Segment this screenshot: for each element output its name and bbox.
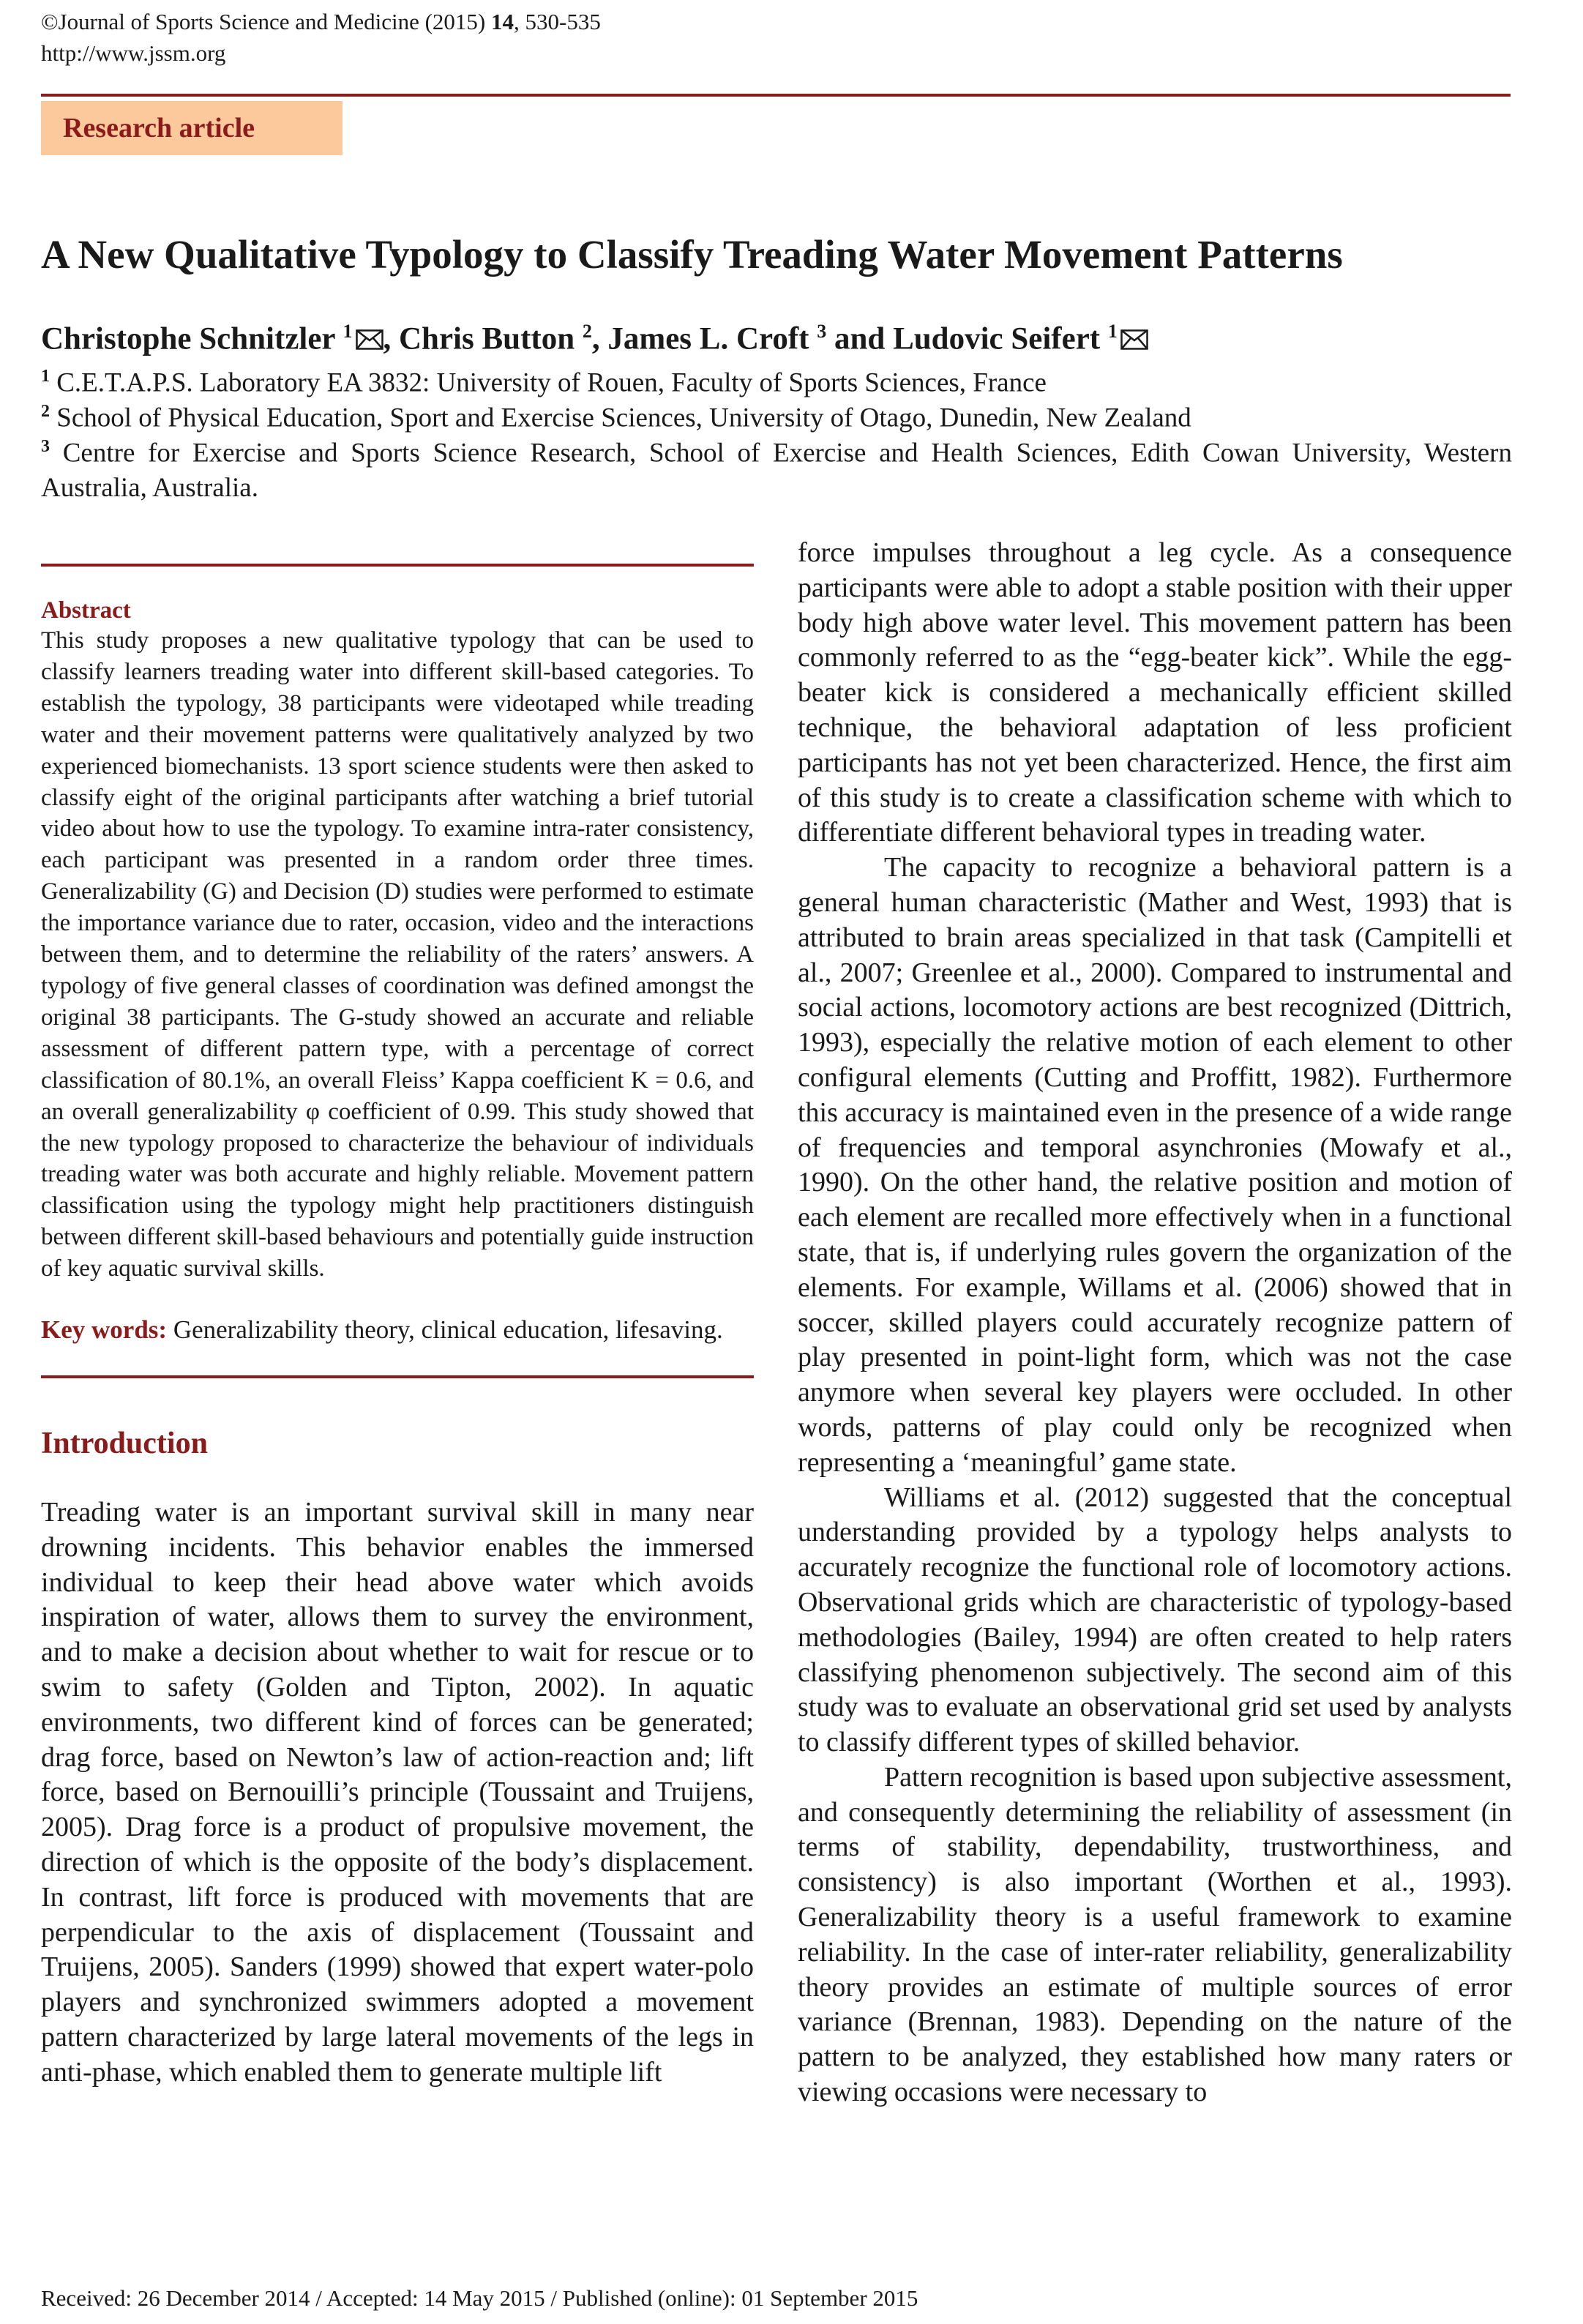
body-paragraph: Pattern recognition is based upon subjective assessment, and consequently determining the reliability of assessment (in terms of stability, dependability, trustworthiness, and consistency) is also important (Worthen et al., 1993). Generalizability theory is a useful framework to examine reliability. In the case of inter-rater reliability, generalizability theory provides an estimate of multiple sources of error variance (Brennan, 1983). Depending on the nature of the pattern to be analyzed, they established how many raters or viewing occasions were necessary to bbox=[798, 1761, 1512, 2108]
author: Chris Button bbox=[399, 321, 583, 356]
affiliation-1: $^1$ C.E.T.A.P.S. Laboratory EA 3832: University of Rouen, Faculty of Sports Sciences, France bbox=[41, 367, 1047, 398]
author: James L. Croft bbox=[607, 321, 817, 356]
body-paragraph: force impulses throughout a leg cycle. As a consequence participants were able to adopt a stable position with their upper body high above water level. This movement pattern has been commonly referred to as the “egg-beater kick”. While the egg-beater kick is considered a mechanically efficient skilled technique, the behavioral adaptation of less proficient participants has not yet been characterized. Hence, the first aim of this study is to create a classification scheme with which to differentiate different behavioral types in treading water. bbox=[798, 537, 1512, 848]
body-paragraph: Treading water is an important survival skill in many near drowning incidents. This behavior enables the immersed individual to keep their head above water which avoids inspiration of water, allows them to survey the environment, and to make a decision about whether to wait for rescue or to swim to safety (Golden and Tipton, 2002). In aquatic environments, two different kind of forces can be generated; drag force, based on Newton’s law of action-reaction and; lift force, based on Bernouilli’s principle (Toussaint and Truijens, 2005). Drag force is a product of propulsive movement, the direction of which is the opposite of the body’s displacement. In contrast, lift force is produced with movements that are perpendicular to the axis of displacement (Toussaint and Truijens, 2005). Sanders (1999) showed that expert water-polo players and synchronized swimmers adopted a movement pattern characterized by large lateral movements of the legs in anti-phase, which enabled them to generate multiple lift bbox=[41, 1497, 754, 2088]
author-list: Christophe Schnitzler $^1$ , Chris Button $^2$, James L. Croft $^3$ and Ludovic Seifert $^1$ bbox=[41, 321, 1148, 356]
abstract-heading: Abstract bbox=[41, 597, 131, 624]
keywords-label: Key words: bbox=[41, 1315, 168, 1345]
left-column bbox=[41, 564, 754, 2091]
mail-icon[interactable] bbox=[356, 329, 383, 350]
author: Christophe Schnitzler bbox=[41, 321, 343, 356]
article-type-badge: Research article bbox=[41, 101, 343, 155]
journal-header: ©Journal of Sports Science and Medicine (2015) 14, 530-535 http://www.jssm.org bbox=[41, 6, 601, 69]
affiliation-2: $^2$ School of Physical Education, Sport and Exercise Sciences, University of Otago, Dunedin, New Zealand bbox=[41, 402, 1191, 433]
abstract-top-divider bbox=[41, 564, 754, 567]
publication-dates: Received: 26 December 2014 / Accepted: 14 May 2015 / Published (online): 01 September 2015 bbox=[41, 2285, 918, 2311]
header-divider bbox=[41, 94, 1511, 97]
author: Ludovic Seifert bbox=[893, 321, 1108, 356]
right-column bbox=[798, 536, 1512, 2110]
mail-icon[interactable] bbox=[1120, 329, 1148, 350]
affiliation-3: $^3$ Centre for Exercise and Sports Science Research, School of Exercise and Health Sciences, Edith Cowan University, Western Australia, Australia. bbox=[41, 437, 1512, 504]
abstract-text: This study proposes a new qualitative typology that can be used to classify learners treading water into different skill-based categories. To establish the typology, 38 participants were videotaped while treading water and their movement patterns were qualitatively analyzed by two experienced biomechanists. 13 sport science students were then asked to classify eight of the original participants after watching a brief tutorial video about how to use the typology. To examine intra-rater consistency, each participant was presented in a random order three times. Generalizability (G) and Decision (D) studies were performed to estimate the importance variance due to rater, occasion, video and the interactions between them, and to determine the reliability of the raters’ answers. A typology of five general classes of coordination was defined amongst the original 38 participants. The G-study showed an accurate and reliable assessment of different pattern type, with a percentage of correct classification of 80.1%, an overall Fleiss’ Kappa coefficient K = 0.6, and an overall generalizability φ coefficient of 0.99. This study showed that the new typology proposed to characterize the behaviour of individuals treading water was both accurate and highly reliable. Movement pattern classification using the typology might help practitioners distinguish between different skill-based behaviours and potentially guide instruction of key aquatic survival skills. bbox=[41, 627, 754, 1282]
paper-title: A New Qualitative Typology to Classify Treading Water Movement Patterns bbox=[41, 232, 1343, 277]
journal-url[interactable]: http://www.jssm.org bbox=[41, 40, 226, 66]
abstract-bottom-divider bbox=[41, 1375, 754, 1378]
body-paragraph: Williams et al. (2012) suggested that the conceptual understanding provided by a typology helps analysts to accurately recognize the functional role of locomotory actions. Observational grids which are characteristic of typology-based methodologies (Bailey, 1994) are often created to help raters classifying phenomenon subjectively. The second aim of this study was to evaluate an observational grid set used by analysts to classify different types of skilled behavior. bbox=[798, 1482, 1512, 1758]
body-paragraph: The capacity to recognize a behavioral pattern is a general human characteristic (Mather and West, 1993) that is attributed to brain areas specialized in that task (Campitelli et al., 2007; Greenlee et al., 2000). Compared to instrumental and social actions, locomotory actions are best recognized (Dittrich, 1993), especially the relative motion of each element to other configural elements (Cutting and Proffitt, 1982). Furthermore this accuracy is maintained even in the presence of a wide range of frequencies and temporal asynchronies (Mowafy et al., 1990). On the other hand, the relative position and motion of each element are recalled more effectively when in a functional state, that is, if underlying rules govern the organization of the elements. For example, Willams et al. (2006) showed that in soccer, skilled players could accurately recognize pattern of play presented in point-light form, which was not the case anymore when several key players were occluded. In other words, patterns of play could only be recognized when representing a ‘meaningful’ game state. bbox=[798, 852, 1512, 1478]
keywords: Key words: Generalizability theory, clinical education, lifesaving. bbox=[41, 1315, 723, 1345]
introduction-heading: Introduction bbox=[41, 1427, 208, 1461]
